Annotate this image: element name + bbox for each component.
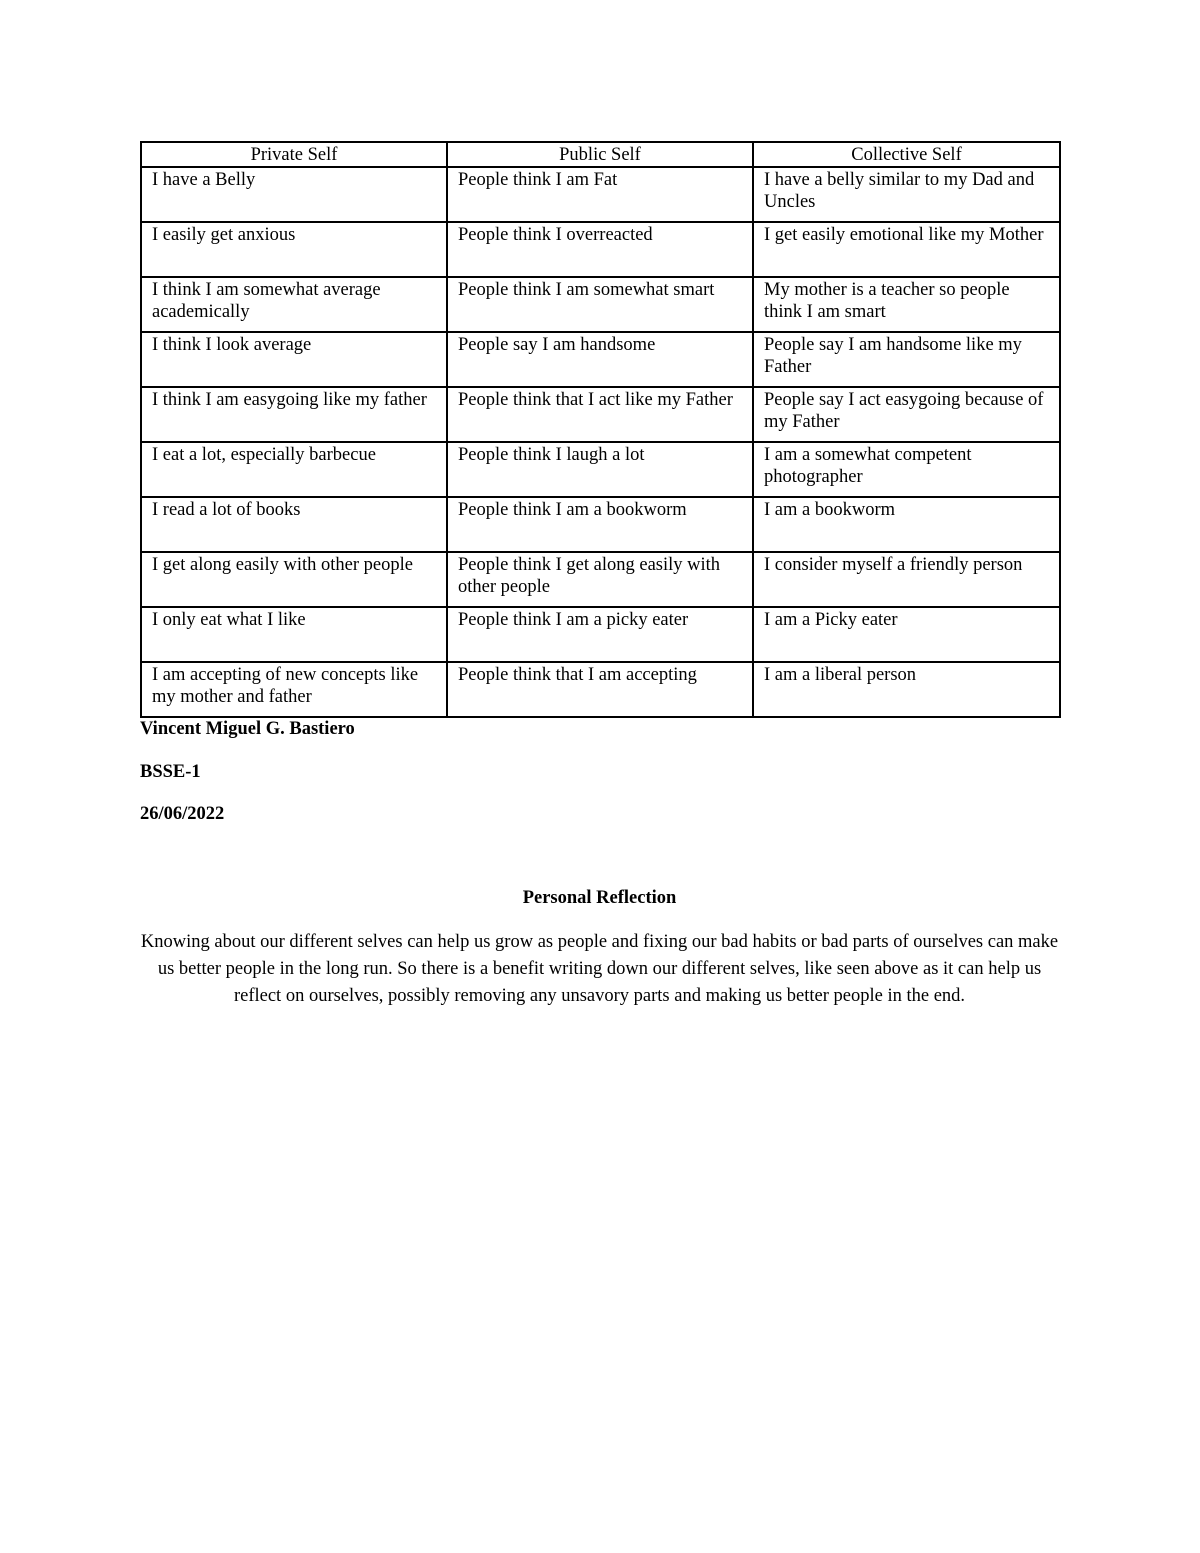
header-private-self: Private Self	[141, 142, 447, 167]
table-row	[141, 662, 1060, 717]
table-row	[141, 222, 1060, 277]
collective-self-cell: I am a bookworm	[753, 497, 1060, 552]
public-self-cell: People think that I am accepting	[447, 662, 753, 717]
table-row	[141, 552, 1060, 607]
public-self-cell: People think I am a bookworm	[447, 497, 753, 552]
table-row	[141, 387, 1060, 442]
public-self-cell: People think I am Fat	[447, 167, 753, 222]
public-self-cell: People think I am a picky eater	[447, 607, 753, 662]
private-self-cell: I have a Belly	[141, 167, 447, 222]
selves-table	[140, 141, 1061, 718]
private-self-cell: I only eat what I like	[141, 607, 447, 662]
public-self-cell: People think I laugh a lot	[447, 442, 753, 497]
private-self-cell: I read a lot of books	[141, 497, 447, 552]
private-self-cell: I think I am easygoing like my father	[141, 387, 447, 442]
table-header-row	[141, 142, 1060, 167]
collective-self-cell: I consider myself a friendly person	[753, 552, 1060, 607]
private-self-cell: I think I look average	[141, 332, 447, 387]
reflection-title: Personal Reflection	[522, 888, 677, 908]
reflection-body: Knowing about our different selves can help us grow as people and fixing our bad habits or bad parts of ourselves can make us better people in the long run. So there is a benefit writing down our different selves, like seen above as it can help us reflect on ourselves, possibly removing any unsavory parts and making us better people in the end.	[140, 932, 1059, 1006]
collective-self-cell: People say I act easygoing because of my Father	[753, 387, 1060, 442]
table-row	[141, 277, 1060, 332]
collective-self-cell: People say I am handsome like my Father	[753, 332, 1060, 387]
collective-self-cell: My mother is a teacher so people think I am smart	[753, 277, 1060, 332]
table-row	[141, 167, 1060, 222]
document-date: 26/06/2022	[140, 804, 225, 824]
collective-self-cell: I have a belly similar to my Dad and Uncles	[753, 167, 1060, 222]
public-self-cell: People say I am handsome	[447, 332, 753, 387]
header-public-self: Public Self	[447, 142, 753, 167]
header-collective-self: Collective Self	[753, 142, 1060, 167]
table-row	[141, 497, 1060, 552]
public-self-cell: People think I get along easily with other people	[447, 552, 753, 607]
author-program: BSSE-1	[140, 762, 201, 782]
collective-self-cell: I am a somewhat competent photographer	[753, 442, 1060, 497]
public-self-cell: People think I am somewhat smart	[447, 277, 753, 332]
collective-self-cell: I get easily emotional like my Mother	[753, 222, 1060, 277]
table-row	[141, 442, 1060, 497]
collective-self-cell: I am a Picky eater	[753, 607, 1060, 662]
author-name: Vincent Miguel G. Bastiero	[140, 719, 355, 739]
collective-self-cell: I am a liberal person	[753, 662, 1060, 717]
private-self-cell: I think I am somewhat average academically	[141, 277, 447, 332]
public-self-cell: People think I overreacted	[447, 222, 753, 277]
private-self-cell: I am accepting of new concepts like my mother and father	[141, 662, 447, 717]
table-row	[141, 332, 1060, 387]
private-self-cell: I easily get anxious	[141, 222, 447, 277]
private-self-cell: I eat a lot, especially barbecue	[141, 442, 447, 497]
private-self-cell: I get along easily with other people	[141, 552, 447, 607]
table-row	[141, 607, 1060, 662]
public-self-cell: People think that I act like my Father	[447, 387, 753, 442]
